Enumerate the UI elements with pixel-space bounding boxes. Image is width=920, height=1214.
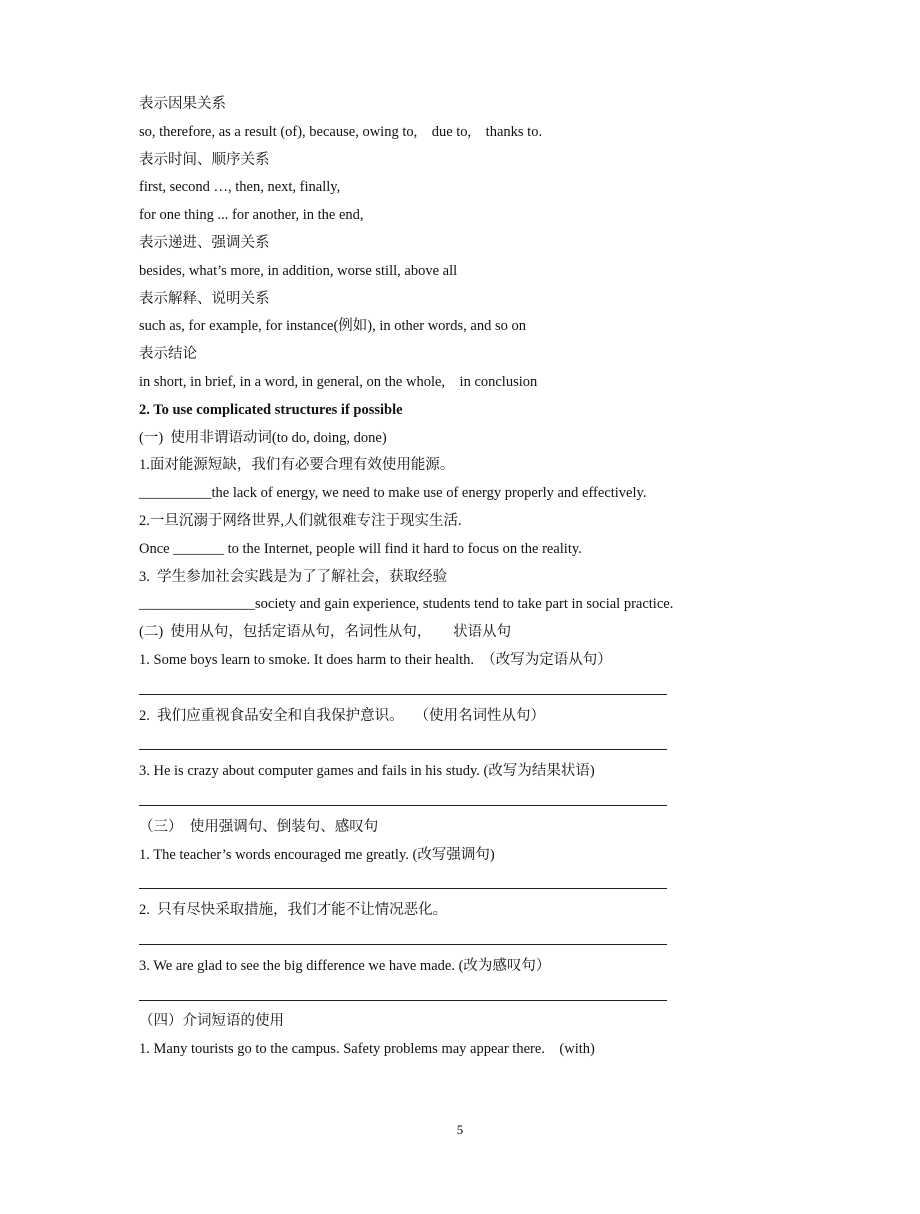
- text-line: ________________society and gain experience, students tend to take part in social practice.: [139, 596, 674, 613]
- text-line: 2.一旦沉溺于网络世界,人们就很难专注于现实生活.: [139, 512, 462, 529]
- answer-line: [139, 981, 779, 1009]
- text-line: 1. Some boys learn to smoke. It does harm to their health. （改写为定语从句）: [139, 651, 612, 668]
- text-line: such as, for example, for instance(例如), in other words, and so on: [139, 318, 526, 335]
- answer-line: [139, 925, 779, 953]
- page-number: 5: [456, 1122, 464, 1137]
- text-line: 3. 学生参加社会实践是为了了解社会，获取经验: [139, 568, 448, 585]
- text-line: (二) 使用从句，包括定语从句，名词性从句， 状语从句: [139, 624, 512, 641]
- section-heading: 2. To use complicated structures if possible: [139, 401, 403, 418]
- text-line: 3. He is crazy about computer games and fails in his study. (改写为结果状语): [139, 763, 595, 780]
- text-line: 1. Many tourists go to the campus. Safety problems may appear there. (with): [139, 1041, 595, 1058]
- text-line: 表示解释、说明关系: [139, 290, 270, 307]
- text-line: 3. We are glad to see the big difference we have made. (改为感叹句）: [139, 957, 551, 974]
- text-line: besides, what’s more, in addition, worse still, above all: [139, 262, 458, 279]
- text-line: Once _______ to the Internet, people will find it hard to focus on the reality.: [139, 540, 582, 557]
- text-line: (一) 使用非谓语动词(to do, doing, done): [139, 429, 387, 446]
- page-content: [139, 91, 779, 1064]
- text-line: in short, in brief, in a word, in general, on the whole, in conclusion: [139, 373, 538, 390]
- text-line: 表示递进、强调关系: [139, 234, 270, 251]
- text-line: 1.面对能源短缺，我们有必要合理有效使用能源。: [139, 457, 455, 474]
- text-line: first, second …, then, next, finally,: [139, 179, 341, 196]
- text-line: 2. 只有尽快采取措施，我们才能不让情况恶化。: [139, 902, 448, 919]
- text-line: 2. 我们应重视食品安全和自我保护意识。 （使用名词性从句）: [139, 707, 545, 724]
- text-line: 表示时间、顺序关系: [139, 151, 270, 168]
- text-line: （四）介词短语的使用: [139, 1013, 284, 1030]
- text-line: 表示因果关系: [139, 96, 226, 112]
- text-line: 表示结论: [139, 346, 197, 363]
- answer-line: [139, 675, 779, 703]
- text-line: （三） 使用强调句、倒装句、感叹句: [139, 818, 379, 835]
- text-line: 1. The teacher’s words encouraged me greatly. (改写强调句): [139, 846, 495, 863]
- text-line: for one thing ... for another, in the end,: [139, 207, 364, 224]
- text-line: __________the lack of energy, we need to make use of energy properly and effectively.: [139, 485, 647, 502]
- answer-line: [139, 869, 779, 897]
- text-line: so, therefore, as a result (of), because, owing to, due to, thanks to.: [139, 123, 543, 140]
- answer-line: [139, 730, 779, 758]
- answer-line: [139, 786, 779, 814]
